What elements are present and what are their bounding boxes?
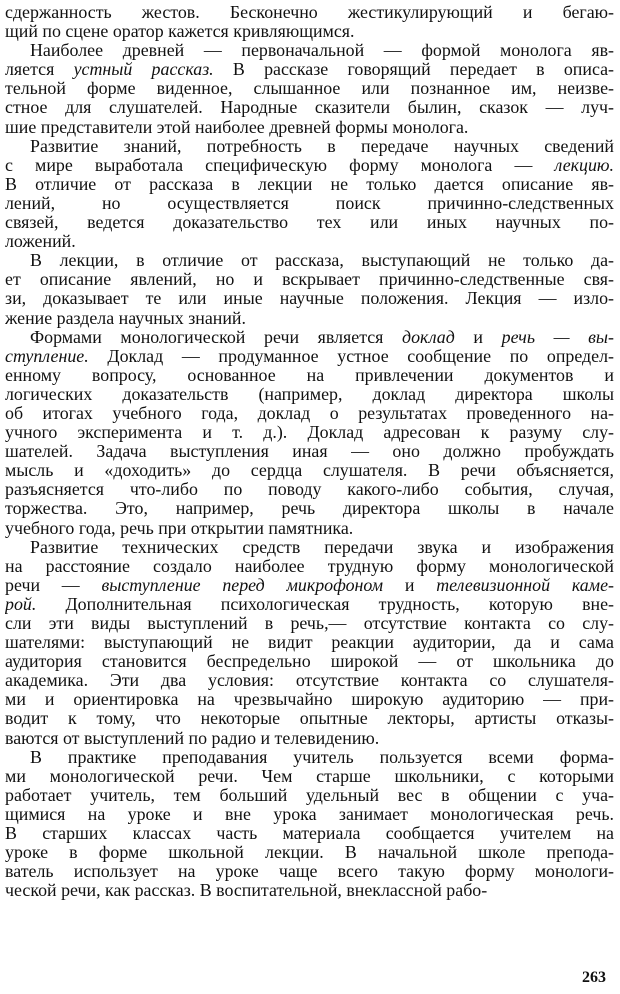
italic-term: выступление перед микрофоном [101, 575, 384, 595]
text-line [5, 461, 614, 480]
text-run: и [454, 327, 502, 347]
text-line [5, 805, 614, 824]
text-run: ми и ориентировка на чрезвычайно широкую аудиторию — при- [5, 690, 614, 710]
text-run: шие представители этой наиболее древней формы монолога. [5, 117, 469, 137]
italic-term: телевизионной каме- [436, 575, 614, 595]
text-line [5, 194, 614, 213]
text-line [5, 175, 614, 194]
text-line [5, 786, 614, 805]
paragraph [5, 251, 614, 327]
text-run: мысль и «доходить» до сердца слушателя. В речи объясняется, [5, 461, 614, 481]
text-line [5, 519, 614, 538]
text-run: Формами монологической речи является [30, 327, 403, 347]
text-run: логических доказательств (например, доклад директора школы [5, 384, 614, 404]
text-run: учного эксперимента и т. д.). Доклад адресован к разуму слу- [5, 423, 614, 443]
text-line [5, 404, 614, 423]
text-run: В рассказе говорящий передает в описа- [213, 60, 614, 80]
text-run: речи — [5, 575, 102, 595]
paragraph [5, 748, 614, 901]
text-run: сли эти виды выступлений в речь,— отсутствие контакта со слу- [5, 614, 614, 633]
text-line [5, 366, 614, 385]
text-run: Наиболее древней — первоначальной — формой монолога яв- [30, 41, 614, 61]
text-run: аудитория становится беспредельно широкой — от школьника до [5, 652, 614, 672]
text-line [5, 41, 614, 60]
text-run: на расстояние создало наиболее трудную форму монологической [5, 556, 614, 576]
text-run: ваются от выступлений по радио и телевидению. [5, 728, 380, 748]
text-run: В практике преподавания учитель пользуется всеми форма- [30, 747, 614, 767]
text-run: ет описание явлений, но и вскрывает причинно-следственные свя- [5, 270, 614, 290]
text-line [5, 843, 614, 862]
text-run: енному вопросу, основанное на привлечении документов и [5, 365, 614, 385]
text-line [5, 270, 614, 289]
italic-term: рой. [5, 594, 37, 614]
text-line [5, 595, 614, 614]
text-run: ляется [5, 60, 74, 80]
text-line [5, 576, 614, 595]
text-line [5, 22, 614, 41]
italic-term: лекцию. [554, 155, 614, 175]
italic-term: ступление. [5, 346, 89, 366]
paragraph [5, 41, 614, 136]
text-run: ми монологической речи. Чем старше школьники, с которыми [5, 766, 614, 786]
paragraph [5, 3, 614, 41]
italic-term: устный рассказ. [73, 60, 214, 80]
text-line [5, 60, 614, 79]
text-run: Развитие знаний, потребность в передаче научных сведений [30, 136, 614, 156]
text-run: ватель использует на уроке чаще всего такую форму монологи- [5, 862, 614, 882]
text-line [5, 748, 614, 767]
text-line [5, 423, 614, 442]
text-run: тельной форме виденное, слышанное или познанное им, неизве- [5, 79, 614, 99]
text-line [5, 3, 614, 22]
text-run: торжества. Это, например, речь директора школы в начале [5, 499, 614, 519]
paragraph [5, 137, 614, 252]
page-number: 263 [582, 969, 606, 986]
paragraph [5, 328, 614, 538]
text-line [5, 480, 614, 499]
text-run: шателей. Задача выступления иная — оно должно пробуждать [5, 442, 614, 462]
text-run: с мире выработала специфическую форму монолога — [5, 155, 555, 175]
text-run: ческой речи, как рассказ. В воспитательной, внеклассной рабо- [5, 881, 488, 901]
text-line [5, 652, 614, 671]
text-line [5, 213, 614, 232]
text-run: учебного года, речь при открытии памятника. [5, 518, 354, 538]
text-line [5, 137, 614, 156]
text-run: стное для слушателей. Народные сказители былин, сказок — луч- [5, 98, 614, 118]
text-line [5, 79, 614, 98]
text-line [5, 862, 614, 881]
text-run: В лекции, в отличие от рассказа, выступающий не только да- [30, 251, 614, 271]
text-run: об итогах учебного года, доклад о результатах проведенного на- [5, 403, 614, 423]
text-line [5, 633, 614, 652]
text-run: водит к тому, что некоторые опытные лекторы, артисты отказы- [5, 709, 614, 729]
text-line [5, 328, 614, 347]
paragraph [5, 538, 614, 748]
text-line [5, 442, 614, 461]
text-line [5, 251, 614, 270]
text-line [5, 767, 614, 786]
text-run: В отличие от рассказа в лекции не только дается описание яв- [5, 174, 614, 194]
page-text [5, 3, 614, 900]
text-run: Развитие технических средств передачи звука и изображения [30, 537, 614, 557]
text-run: академика. Эти два условия: отсутствие контакта со слушателя- [5, 671, 614, 691]
text-run: жение раздела научных знаний. [5, 308, 246, 328]
text-line [5, 118, 614, 137]
text-run: зи, доказывает те или иные научные положения. Лекция — изло- [5, 289, 614, 309]
italic-term: доклад [402, 327, 455, 347]
text-line [5, 557, 614, 576]
text-line [5, 309, 614, 328]
text-run: Доклад — продуманное устное сообщение по определ- [88, 346, 614, 366]
text-line [5, 232, 614, 251]
text-line [5, 538, 614, 557]
text-line [5, 709, 614, 728]
text-line [5, 614, 614, 633]
text-run: разъясняется что-либо по поводу какого-либо события, случая, [5, 480, 614, 500]
text-run: щий по сцене оратор кажется кривляющимся. [5, 22, 355, 42]
text-run: Дополнительная психологическая трудность, которую вне- [36, 594, 614, 614]
text-run: лений, но осуществляется поиск причинно-следственных [5, 193, 614, 213]
text-run: работает учитель, тем больший удельный вес в общении с уча- [5, 785, 614, 805]
text-line [5, 729, 614, 748]
text-line [5, 671, 614, 690]
text-line [5, 690, 614, 709]
text-line [5, 881, 614, 900]
text-line [5, 156, 614, 175]
text-run: ложений. [5, 232, 76, 252]
text-line [5, 289, 614, 308]
text-run: шателями: выступающий не видит реакции аудитории, да и сама [5, 633, 614, 653]
italic-term: речь — вы- [501, 327, 614, 347]
text-line [5, 385, 614, 404]
text-run: щимися на уроке и вне урока занимает монологическая речь. [5, 804, 614, 824]
text-run: связей, ведется доказательство тех или иных научных по- [5, 213, 614, 233]
text-line [5, 98, 614, 117]
text-run: сдержанность жестов. Бесконечно жестикулирующий и бегаю- [5, 3, 614, 22]
text-run: и [383, 575, 437, 595]
text-line [5, 499, 614, 518]
text-line [5, 347, 614, 366]
text-line [5, 824, 614, 843]
text-run: уроке в форме школьной лекции. В начальной школе препода- [5, 843, 614, 863]
text-run: В старших классах часть материала сообщается учителем на [5, 824, 614, 844]
